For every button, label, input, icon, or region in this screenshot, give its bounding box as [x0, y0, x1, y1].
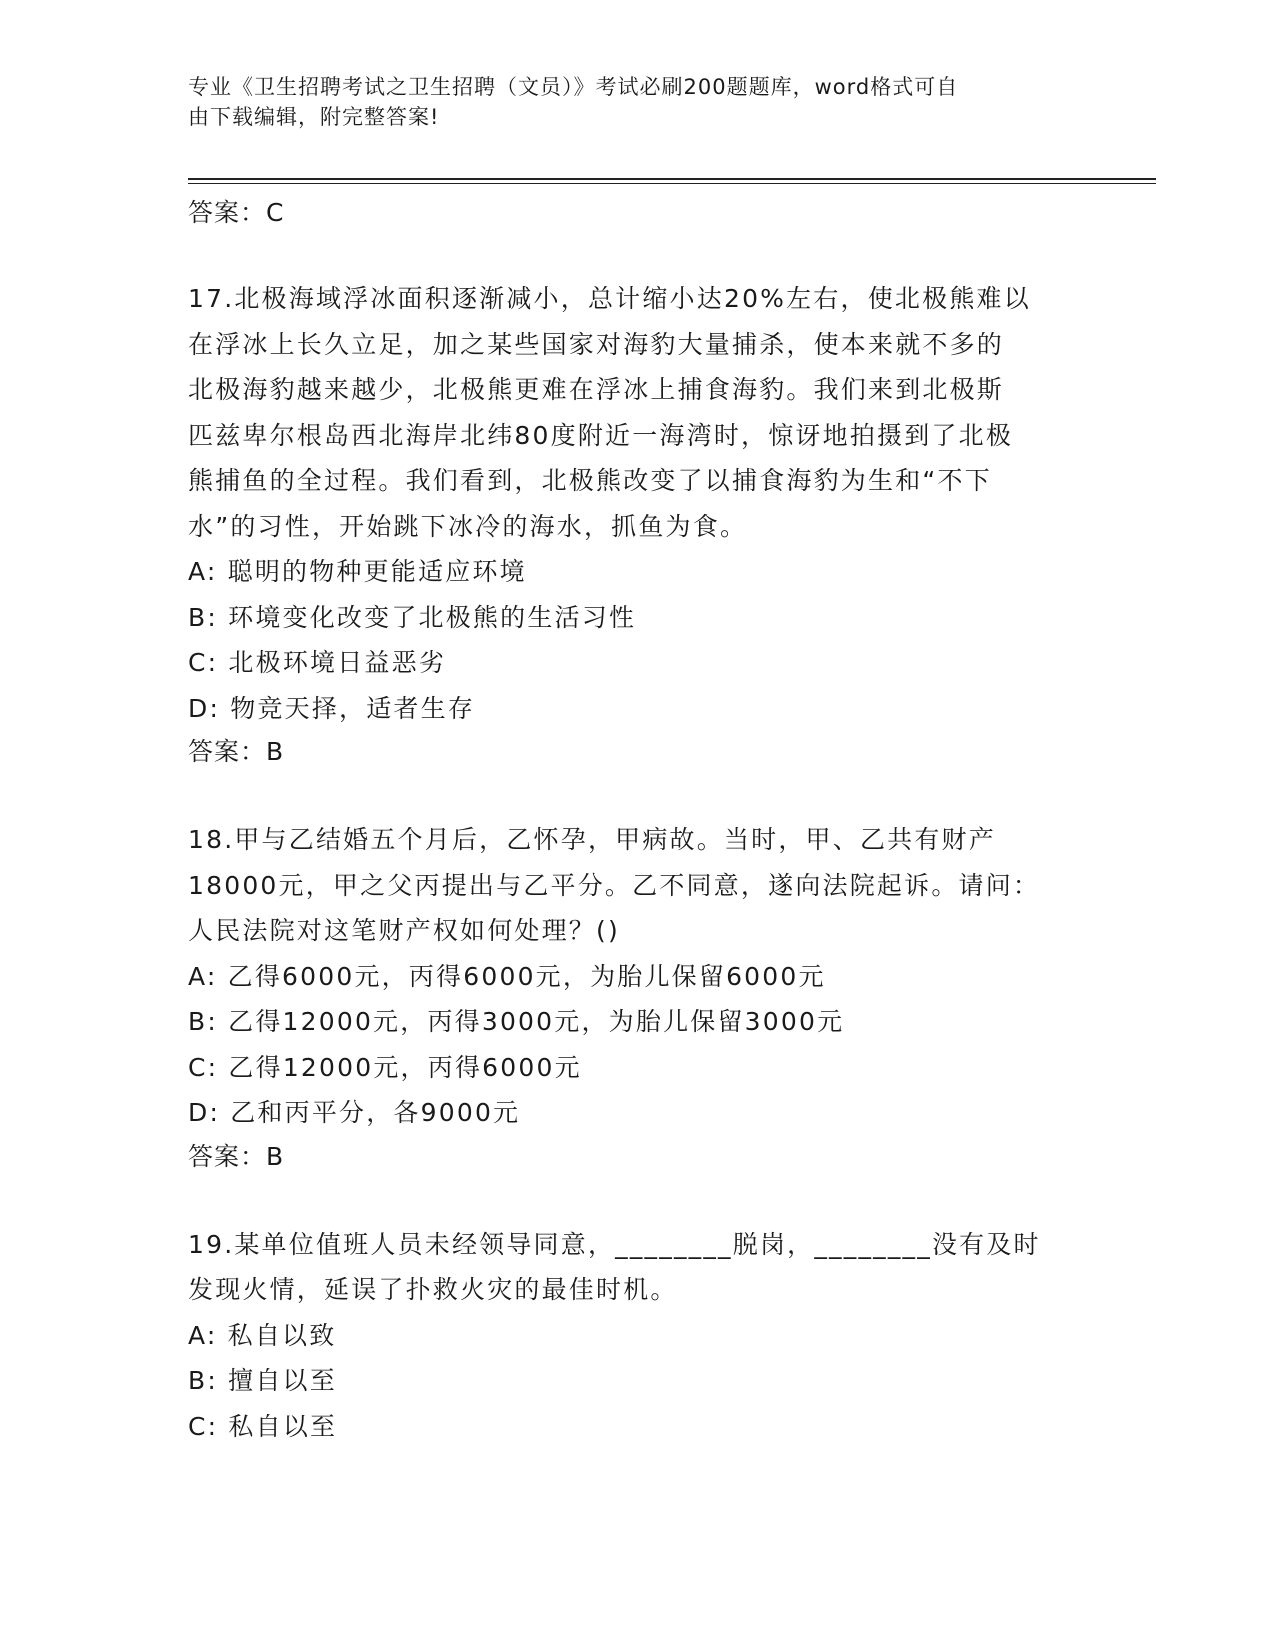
question-line: 19.某单位值班人员未经领导同意，________脱岗，________没有及时	[188, 1229, 1041, 1259]
header-line-2: 由下载编辑，附完整答案!	[188, 105, 440, 129]
question-line: 在浮冰上长久立足，加之某些国家对海豹大量捕杀，使本来就不多的	[188, 329, 1005, 359]
option-a: A: 私自以致	[188, 1320, 337, 1350]
option-d: D: 乙和丙平分，各9000元	[188, 1098, 521, 1127]
option-d: D: 物竞天择，适者生存	[188, 693, 476, 723]
option-a: A: 乙得6000元，丙得6000元，为胎儿保留6000元	[188, 961, 826, 991]
option-b: B: 环境变化改变了北极熊的生活习性	[188, 602, 637, 632]
option-b: B: 乙得12000元，丙得3000元，为胎儿保留3000元	[188, 1007, 845, 1036]
question-line: 18000元，甲之父丙提出与乙平分。乙不同意，遂向法院起诉。请问：	[188, 870, 1041, 900]
header-rule-thin	[188, 183, 1156, 184]
question-18	[188, 817, 1088, 1178]
header-rule-thick	[188, 178, 1156, 180]
option-a: A: 聪明的物种更能适应环境	[188, 557, 527, 586]
previous-answer: 答案：C	[188, 198, 285, 227]
question-answer: 答案：B	[188, 1141, 285, 1171]
page-content	[188, 190, 1088, 1449]
question-line: 水”的习性，开始跳下冰冷的海水，抓鱼为食。	[188, 511, 748, 541]
question-line: 18.甲与乙结婚五个月后，乙怀孕，甲病故。当时，甲、乙共有财产	[188, 825, 996, 854]
question-line: 人民法院对这笔财产权如何处理？()	[188, 916, 620, 945]
question-17	[188, 276, 1088, 773]
question-answer: 答案：B	[188, 737, 285, 766]
page-header	[188, 72, 1088, 132]
option-c: C: 乙得12000元，丙得6000元	[188, 1052, 582, 1082]
header-line-1: 专业《卫生招聘考试之卫生招聘（文员）》考试必刷200题题库，word格式可自	[188, 75, 959, 99]
option-b: B: 擅自以至	[188, 1366, 337, 1395]
option-c: C: 私自以至	[188, 1411, 338, 1441]
question-19	[188, 1222, 1088, 1450]
question-line: 17.北极海域浮冰面积逐渐减小，总计缩小达20%左右，使北极熊难以	[188, 284, 1031, 313]
option-c: C: 北极环境日益恶劣	[188, 648, 447, 677]
question-line: 匹兹卑尔根岛西北海岸北纬80度附近一海湾时，惊讶地拍摄到了北极	[188, 420, 1014, 450]
question-line: 北极海豹越来越少，北极熊更难在浮冰上捕食海豹。我们来到北极斯	[188, 375, 1005, 404]
question-line: 发现火情，延误了扑救火灾的最佳时机。	[188, 1275, 678, 1304]
question-line: 熊捕鱼的全过程。我们看到，北极熊改变了以捕食海豹为生和“不下	[188, 466, 992, 495]
